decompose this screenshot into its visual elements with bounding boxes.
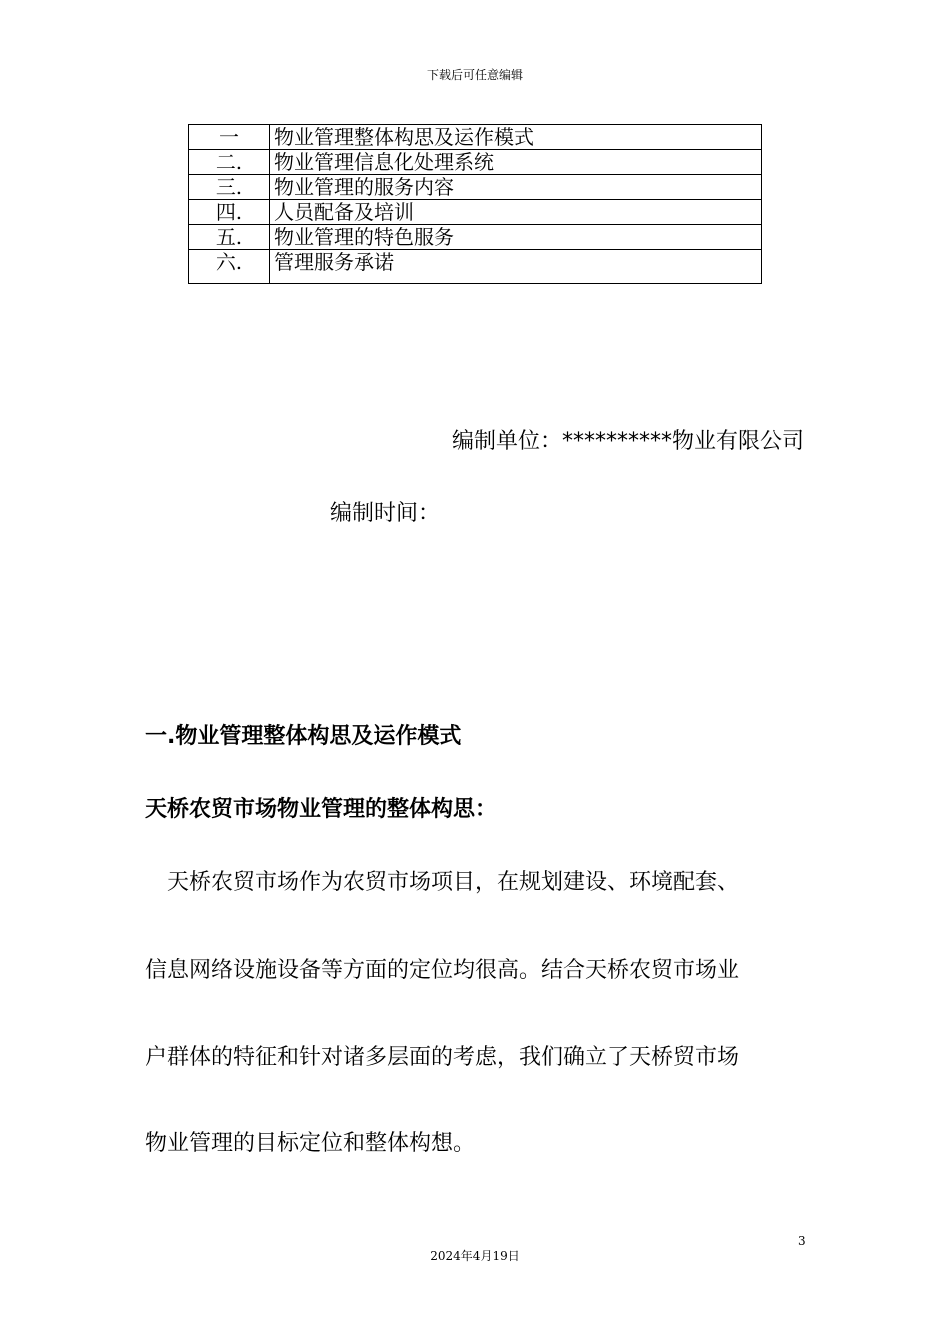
paragraph-line: 天桥农贸市场作为农贸市场项目，在规划建设、环境配套、 bbox=[145, 870, 740, 895]
toc-title: 物业管理的特色服务 bbox=[270, 225, 762, 250]
toc-title: 人员配备及培训 bbox=[270, 200, 762, 225]
toc-number: 一 bbox=[189, 125, 270, 150]
section-heading: 一.物业管理整体构思及运作模式 bbox=[145, 724, 462, 749]
toc-row bbox=[189, 225, 762, 250]
toc-number: 五. bbox=[189, 225, 270, 250]
toc-row bbox=[189, 150, 762, 175]
footer-date: 2024年4月19日 bbox=[430, 1249, 520, 1263]
paragraph-line: 物业管理的目标定位和整体构想。 bbox=[145, 1131, 476, 1156]
toc-number: 二. bbox=[189, 150, 270, 175]
compiler-unit: 编制单位：**********物业有限公司 bbox=[452, 429, 805, 454]
toc-row bbox=[189, 200, 762, 225]
toc-row bbox=[189, 125, 762, 150]
toc-title: 物业管理的服务内容 bbox=[270, 175, 762, 200]
sub-heading: 天桥农贸市场物业管理的整体构思： bbox=[145, 797, 498, 822]
toc-title: 物业管理信息化处理系统 bbox=[270, 150, 762, 175]
toc-title: 物业管理整体构思及运作模式 bbox=[270, 125, 762, 150]
compile-time: 编制时间： bbox=[330, 501, 441, 526]
table-of-contents bbox=[188, 124, 762, 284]
paragraph-line: 信息网络设施设备等方面的定位均很高。结合天桥农贸市场业 bbox=[145, 958, 740, 983]
toc-number: 六. bbox=[189, 250, 270, 284]
paragraph-line: 户群体的特征和针对诸多层面的考虑，我们确立了天桥贸市场 bbox=[145, 1045, 740, 1070]
toc-row bbox=[189, 250, 762, 284]
toc-row bbox=[189, 175, 762, 200]
header-note: 下载后可任意编辑 bbox=[426, 68, 523, 82]
toc-title: 管理服务承诺 bbox=[270, 250, 762, 284]
toc-number: 三. bbox=[189, 175, 270, 200]
page-number: 3 bbox=[798, 1234, 806, 1248]
toc-number: 四. bbox=[189, 200, 270, 225]
